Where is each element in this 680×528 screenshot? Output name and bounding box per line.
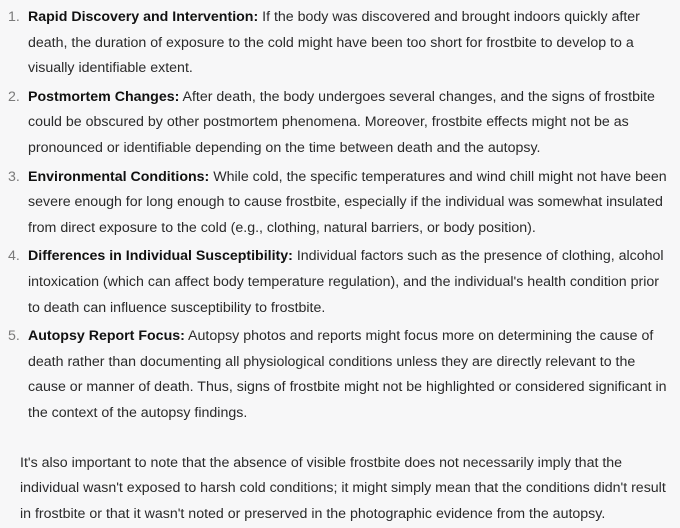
list-item-text: After death, the body undergoes several changes, and the signs of frostbite could be obscured by other postmortem phenomena. Moreover, frostbite effects might not be as pronounced or identifiable depending on the time between death and the autopsy. <box>28 88 655 156</box>
list-item-title: Environmental Conditions: <box>28 168 210 185</box>
list-item-number: 5. <box>8 328 20 345</box>
list-item-text: Individual factors such as the presence of clothing, alcohol intoxication (which can affect body temperature regulation), and the individual's health condition prior to death can influence susceptibility to frostbite. <box>28 248 664 316</box>
list-item-text: While cold, the specific temperatures and wind chill might not have been severe enough for long enough to cause frostbite, especially if the individual was somewhat insulated from direct exposure to the cold (e.g., clothing, natural barriers, or body position). <box>28 168 667 236</box>
list-item-title: Postmortem Changes: <box>28 88 180 105</box>
list-item-title: Autopsy Report Focus: <box>28 328 185 345</box>
list-item <box>8 165 670 242</box>
list-item-number: 2. <box>8 88 20 105</box>
closing-paragraph: It's also important to note that the absence of visible frostbite does not necessarily imply that the individual wasn't exposed to harsh cold conditions; it might simply mean that the conditions didn't result in frostbite or that it wasn't noted or preserved in the photographic evidence from the autopsy. <box>20 454 666 522</box>
list-item-text: Autopsy photos and reports might focus more on determining the cause of death rather than documenting all physiological conditions unless they are directly relevant to the cause or manner of death. Thus, signs of frostbite might not be highlighted or considered significant in the context of the autopsy findings. <box>28 328 667 421</box>
list-item <box>8 85 670 162</box>
numbered-list <box>8 5 670 427</box>
list-item <box>8 324 670 426</box>
list-item-title: Differences in Individual Susceptibility: <box>28 248 293 265</box>
list-item <box>8 244 670 321</box>
list-item-text: If the body was discovered and brought indoors quickly after death, the duration of exposure to the cold might have been too short for frostbite to develop to a visually identifiable extent. <box>28 9 640 77</box>
list-item-number: 4. <box>8 248 20 265</box>
list-item-number: 3. <box>8 168 20 185</box>
list-item <box>8 5 670 82</box>
list-item-number: 1. <box>8 9 20 25</box>
list-item-title: Rapid Discovery and Intervention: <box>28 9 259 25</box>
